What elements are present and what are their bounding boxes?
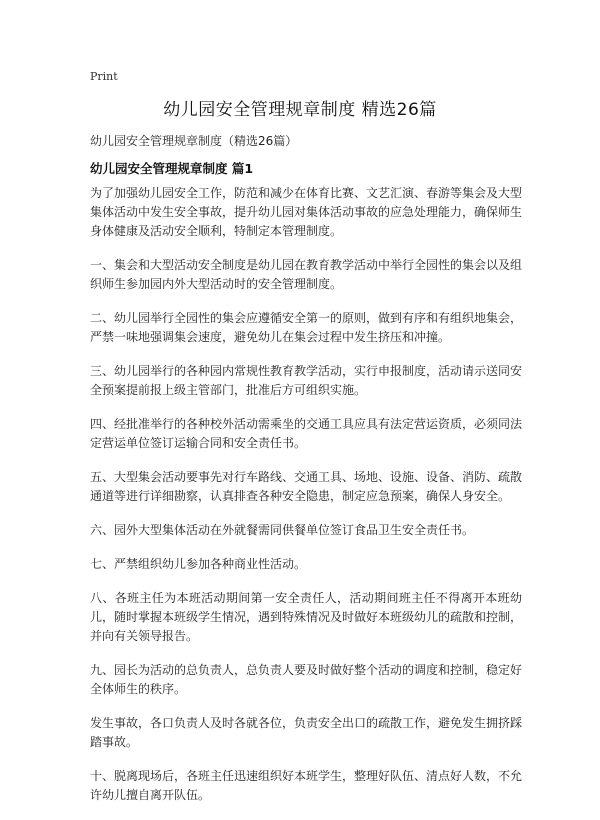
paragraph-4: 四、经批准举行的各种校外活动需乘坐的交通工具应具有法定营运资质，必须同法定营运单位签订运输合同和安全责任书。 [90, 417, 523, 450]
paragraph-intro: 为了加强幼儿园安全工作，防范和减少在体育比赛、文艺汇演、春游等集会及大型集体活动中发生安全事故，提升幼儿园对集体活动事故的应急处理能力，确保师生身体健康及活动安全顺利，特制定本管理制度。 [90, 186, 523, 238]
document-subtitle: 幼儿园安全管理规章制度（精选26篇） [90, 134, 298, 148]
print-label[interactable]: Print [90, 70, 118, 83]
paragraph-3: 三、幼儿园举行的各种园内常规性教育教学活动，实行申报制度，活动请示送同安全预案提前报上级主管部门，批准后方可组织实施。 [90, 364, 523, 397]
paragraph-10: 十、脱离现场后，各班主任迅速组织好本班学生，整理好队伍、清点好人数，不允许幼儿擅自离开队伍。 [90, 769, 523, 802]
paragraph-5: 五、大型集会活动要事先对行车路线、交通工具、场地、设施、设备、消防、疏散通道等进行详细勘察，认真排查各种安全隐患，制定应急预案，确保人身安全。 [90, 470, 523, 503]
paragraph-6: 六、园外大型集体活动在外就餐需同供餐单位签订食品卫生安全责任书。 [90, 523, 475, 537]
document-body [90, 184, 522, 820]
paragraph-7: 七、严禁组织幼儿参加各种商业性活动。 [90, 557, 307, 571]
paragraph-8: 八、各班主任为本班活动期间第一安全责任人，活动期间班主任不得离开本班幼儿，随时掌握本班级学生情况，遇到特殊情况及时做好本班级幼儿的疏散和控制，并向有关领导报告。 [90, 591, 523, 643]
page-title: 幼儿园安全管理规章制度 精选26篇 [163, 100, 437, 120]
paragraph-1: 一、集会和大型活动安全制度是幼儿园在教育教学活动中举行全园性的集会以及组织师生参加园内外大型活动时的安全管理制度。 [90, 258, 523, 291]
paragraph-9: 九、园长为活动的总负责人，总负责人要及时做好整个活动的调度和控制，稳定好全体师生的秩序。 [90, 663, 523, 696]
paragraph-2: 二、幼儿园举行全园性的集会应遵循安全第一的原则，做到有序和有组织地集会，严禁一味地强调集会速度，避免幼儿在集会过程中发生挤压和冲撞。 [90, 311, 523, 344]
section-heading: 幼儿园安全管理规章制度 篇1 [90, 161, 254, 176]
paragraph-accident: 发生事故，各口负责人及时各就各位，负责安全出口的疏散工作，避免发生拥挤踩踏事故。 [90, 716, 523, 749]
